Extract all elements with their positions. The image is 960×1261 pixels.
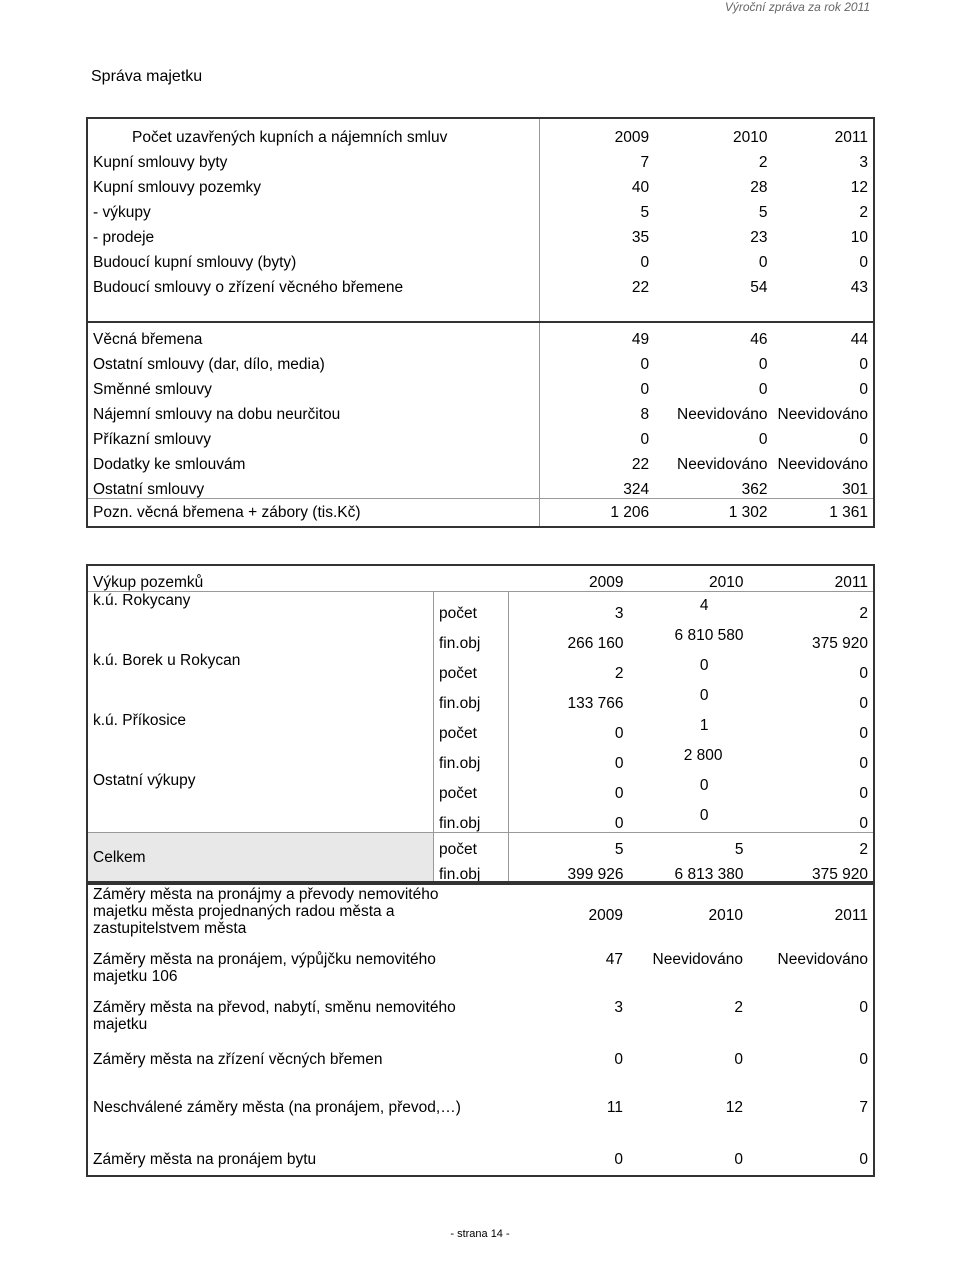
cell-value: 0 [859,754,868,772]
cell-value: Neevidováno [777,455,868,473]
land-purchase-table [86,564,875,885]
cell-value: Neevidováno [677,455,768,473]
cell-value: 35 [631,228,650,246]
cell-value: Neevidováno [652,951,743,968]
cell-value: 6 810 580 [674,627,744,644]
section-title: Správa majetku [91,68,203,85]
cell-value: Neevidováno [677,405,768,423]
cell-value: 0 [614,1151,623,1168]
cell-value: 362 [741,480,768,498]
note-row [87,499,874,528]
cell-value: 0 [859,430,868,448]
cell-value: 7 [859,1099,868,1116]
cell-value: 0 [859,1051,868,1068]
cell-value: 0 [859,1151,868,1168]
cell-value: 0 [859,694,868,712]
row-label: k.ú. Rokycany [87,592,434,653]
cell-value: 3 [614,999,623,1016]
table-row [87,146,874,171]
cell-value: 2 [758,153,768,171]
row-label: Příkazní smlouvy [87,423,540,448]
row-label: Celkem [87,833,434,885]
row-label: Věcná břemena [87,322,540,348]
table-row [87,712,874,742]
cell-value: 0 [859,664,868,682]
row-label: Kupní smlouvy pozemky [87,171,540,196]
metric-label: fin.obj [434,622,509,652]
row-label: - výkupy [87,196,540,221]
cell-value: 22 [631,278,650,296]
table-row [87,448,874,473]
cell-value: 0 [640,253,650,271]
table-header-row [87,882,874,948]
cell-value: 12 [850,178,868,196]
cell-value: 12 [725,1099,743,1116]
cell-value: 3 [859,153,868,171]
cell-value: 5 [509,833,629,859]
cell-value: 7 [640,153,650,171]
table-header-row [87,118,874,146]
row-label: Záměry města na převod, nabytí, směnu nemovitého majetku [93,999,456,1034]
year-header: 2009 [509,565,629,592]
table-title: Výkup pozemků [87,565,434,592]
cell-value: 0 [734,1051,743,1068]
cell-value: 47 [605,951,623,968]
cell-value: 6 813 380 [674,865,744,883]
row-label: Ostatní smlouvy (dar, dílo, media) [87,348,540,373]
cell-value: 10 [850,228,868,246]
cell-value: 49 [631,330,650,348]
year-header: 2011 [834,906,868,924]
metric-label: fin.obj [434,802,509,833]
table-row [87,996,874,1048]
cell-value: 5 [629,833,749,859]
row-label: Ostatní výkupy [87,772,434,833]
metric-label: počet [434,712,509,742]
cell-value: 301 [842,480,868,498]
cell-value: 0 [758,253,768,271]
cell-value: 40 [631,178,650,196]
contracts-table [86,117,875,528]
metric-label: počet [434,772,509,802]
cell-value: 0 [699,777,709,794]
row-label: Pozn. věcná břemena + zábory (tis.Kč) [87,499,540,528]
cell-value: 5 [640,203,650,221]
row-label: Záměry města na zřízení věcných břemen [93,1051,383,1068]
cell-value: 11 [606,1099,623,1116]
table-row [87,171,874,196]
cell-value: 1 206 [610,503,650,521]
row-label: Ostatní smlouvy [87,473,540,499]
cell-value: 2 800 [683,747,723,764]
table-row [87,221,874,246]
cell-value: 0 [758,355,768,373]
cell-value: 8 [640,405,650,423]
cell-value: 324 [623,480,650,498]
cell-value: 3 [614,604,624,622]
metric-label: fin.obj [434,682,509,712]
row-label: k.ú. Borek u Rokycan [87,652,434,712]
cell-value: 1 302 [728,503,768,521]
table-row [87,948,874,996]
cell-value: 0 [699,657,709,674]
cell-value: 0 [614,754,624,772]
cell-value: 0 [859,999,868,1016]
row-label: k.ú. Příkosice [87,712,434,772]
cell-value: 0 [859,784,868,802]
cell-value: 4 [699,597,709,614]
cell-value: 0 [758,430,768,448]
row-label: Dodatky ke smlouvám [87,448,540,473]
year-header: 2010 [629,565,749,592]
table-row [87,1148,874,1176]
cell-value: 1 361 [829,503,868,521]
cell-value: 0 [640,355,650,373]
metric-label: počet [434,833,509,859]
cell-value: 133 766 [567,694,624,712]
cell-value: Neevidováno [777,405,868,423]
cell-value: 43 [850,278,868,296]
table-row [87,652,874,682]
cell-value: 0 [734,1151,743,1168]
cell-value: 0 [699,687,709,704]
cell-value: 0 [699,807,709,824]
cell-value: 2 [614,664,624,682]
cell-value: 1 [699,717,709,734]
total-row [87,833,874,859]
table-header-row [87,565,874,592]
table-row [87,271,874,296]
cell-value: 399 926 [567,865,624,883]
row-label: Nájemní smlouvy na dobu neurčitou [87,398,540,423]
year-header: 2010 [733,128,768,146]
cell-value: 0 [614,1051,623,1068]
cell-value: 0 [859,253,868,271]
metric-label: počet [434,592,509,623]
cell-value: 46 [750,330,768,348]
cell-value: 0 [640,430,650,448]
table-row [87,322,874,348]
cell-value: 2 [859,203,868,221]
table-row [87,373,874,398]
row-label: Kupní smlouvy byty [87,146,540,171]
table-row [87,473,874,499]
row-label: Neschválené záměry města (na pronájem, převod,…) [93,1099,461,1116]
year-header: 2011 [749,565,875,592]
table-title: Počet uzavřených kupních a nájemních smluv [87,118,540,146]
cell-value: 0 [614,724,624,742]
table-row [87,348,874,373]
cell-value: 0 [640,380,650,398]
page-number: - strana 14 - [450,1228,510,1240]
document-header: Výroční zpráva za rok 2011 [724,0,870,14]
table-title: Záměry města na pronájmy a převody nemovitého majetku města projednaných radou města a zastupitelstvem města [93,886,439,938]
cell-value: 375 920 [811,634,868,652]
cell-value: 23 [750,228,768,246]
table-row [87,246,874,271]
spacer-row [87,296,874,322]
cell-value: 44 [850,330,868,348]
cell-value: 2 [749,833,875,859]
table-row [87,398,874,423]
table-row [87,1048,874,1096]
year-header: 2009 [588,906,623,924]
table-row [87,772,874,802]
cell-value: 28 [750,178,768,196]
cell-value: 0 [859,355,868,373]
table-row [87,423,874,448]
table-row [87,592,874,623]
cell-value: 0 [859,380,868,398]
cell-value: 0 [859,724,868,742]
cell-value: 5 [758,203,768,221]
row-label: Záměry města na pronájem, výpůjčku nemovitého majetku 106 [93,951,436,986]
metric-label: fin.obj [434,742,509,772]
intentions-table [86,881,875,1177]
cell-value: 0 [614,784,624,802]
metric-label: počet [434,652,509,682]
cell-value: Neevidováno [777,951,868,968]
cell-value: 266 160 [567,634,624,652]
row-label: Budoucí smlouvy o zřízení věcného břemene [87,271,540,296]
year-header: 2011 [834,128,868,146]
cell-value: 2 [859,604,868,622]
row-label: Budoucí kupní smlouvy (byty) [87,246,540,271]
cell-value: 375 920 [811,865,868,883]
cell-value: 54 [750,278,768,296]
cell-value: 22 [631,455,650,473]
cell-value: 0 [758,380,768,398]
year-header: 2009 [614,128,650,146]
table-row [87,1096,874,1148]
row-label: Směnné smlouvy [87,373,540,398]
row-label: - prodeje [87,221,540,246]
cell-value: 2 [734,999,743,1016]
cell-value: 0 [859,814,868,832]
metric-label: fin.obj [434,858,509,884]
cell-value: 0 [614,814,624,832]
row-label: Záměry města na pronájem bytu [93,1151,317,1168]
table-row [87,196,874,221]
year-header: 2010 [708,906,743,924]
